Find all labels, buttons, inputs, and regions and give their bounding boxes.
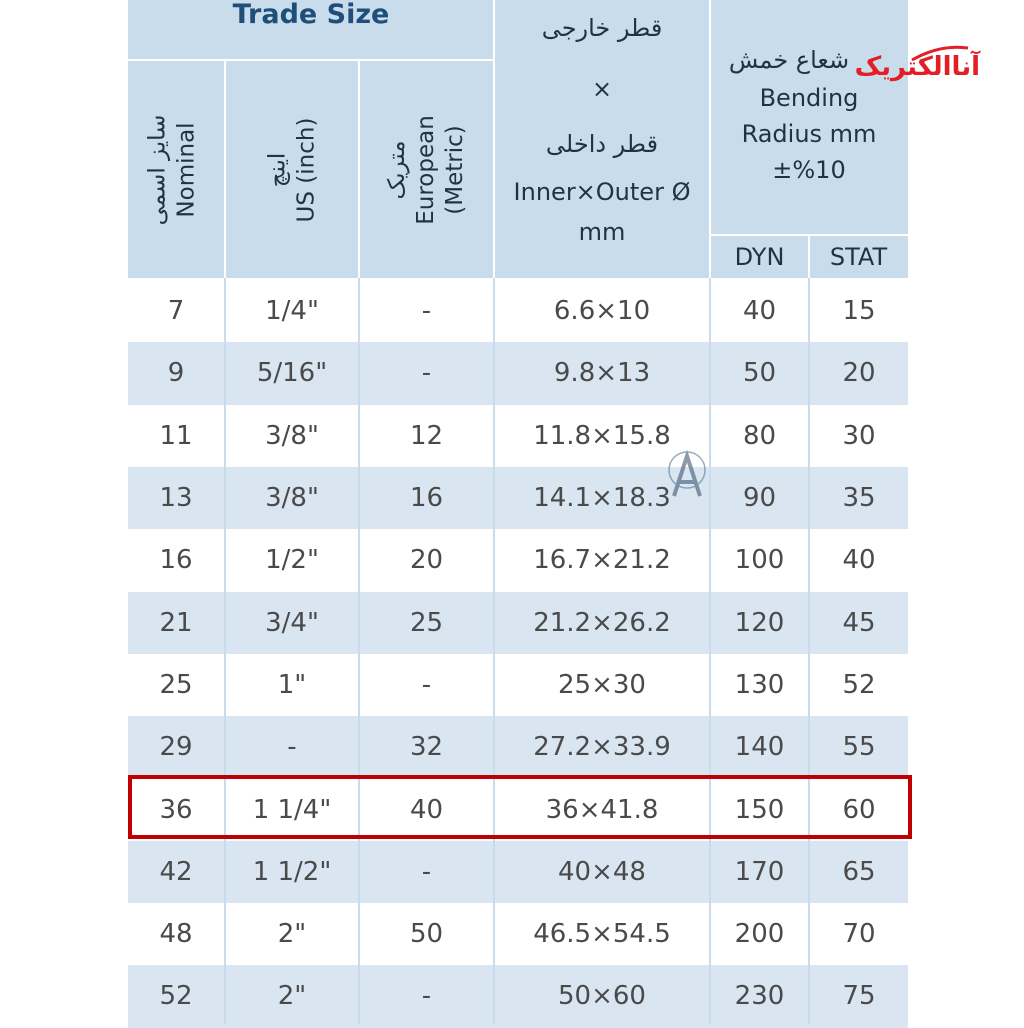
stat-cell: 52 bbox=[842, 669, 876, 700]
inner-outer-unit: mm bbox=[578, 218, 626, 246]
us-inch-cell: 2" bbox=[277, 919, 307, 950]
nominal-header-en: Nominal bbox=[173, 122, 199, 218]
body-vline bbox=[493, 278, 495, 1024]
stat-cell: 70 bbox=[842, 919, 876, 950]
stat-cell: 60 bbox=[842, 794, 876, 825]
header-divider-trade bbox=[128, 59, 494, 61]
us-inch-cell: 2" bbox=[277, 981, 307, 1012]
header-vline-4 bbox=[709, 0, 711, 278]
inner-outer-cell: 25×30 bbox=[558, 669, 646, 700]
body-vline bbox=[808, 278, 810, 1024]
bending-header-fa: شعاع خمش bbox=[728, 46, 850, 74]
nominal-cell: 21 bbox=[159, 607, 193, 638]
dyn-header: DYN bbox=[734, 243, 785, 271]
times-symbol: × bbox=[591, 75, 613, 103]
dyn-cell: 120 bbox=[734, 607, 785, 638]
european-metric-cell: 32 bbox=[409, 732, 444, 763]
european-metric-cell: 50 bbox=[409, 919, 444, 950]
dims-header bbox=[494, 8, 710, 252]
dyn-cell: 200 bbox=[734, 919, 785, 950]
logo-text: آناالکتریک bbox=[854, 52, 980, 82]
inner-outer-cell: 11.8×15.8 bbox=[533, 420, 671, 451]
inner-diameter-fa: قطر داخلی bbox=[545, 130, 659, 158]
stat-cell: 20 bbox=[842, 358, 876, 389]
nominal-cell: 16 bbox=[159, 545, 193, 576]
nominal-cell: 25 bbox=[159, 669, 193, 700]
us-inch-cell: 1/4" bbox=[265, 296, 319, 327]
us-header bbox=[263, 118, 321, 223]
stat-cell: 75 bbox=[842, 981, 876, 1012]
dyn-cell: 170 bbox=[734, 856, 785, 887]
bending-header-en1: Bending bbox=[759, 84, 859, 112]
european-header-en: European bbox=[412, 115, 439, 225]
nominal-header-fa: سایز اسمی bbox=[144, 114, 171, 226]
inner-outer-cell: 16.7×21.2 bbox=[533, 545, 671, 576]
european-metric-cell: 20 bbox=[409, 545, 444, 576]
nominal-cell: 36 bbox=[159, 794, 193, 825]
inner-outer-cell: 50×60 bbox=[558, 981, 646, 1012]
logo-swoosh-icon bbox=[910, 44, 970, 64]
us-header-en: US (inch) bbox=[293, 117, 319, 223]
dyn-cell: 90 bbox=[742, 483, 777, 514]
us-inch-cell: - bbox=[287, 732, 297, 763]
inner-outer-cell: 6.6×10 bbox=[553, 296, 651, 327]
nominal-cell: 13 bbox=[159, 483, 193, 514]
stat-cell: 15 bbox=[842, 296, 876, 327]
dyn-cell: 50 bbox=[742, 358, 777, 389]
dyn-cell: 80 bbox=[742, 420, 777, 451]
body-vline bbox=[358, 278, 360, 1024]
body-vline bbox=[224, 278, 226, 1024]
us-inch-cell: 3/8" bbox=[265, 483, 319, 514]
us-inch-cell: 1 1/2" bbox=[252, 856, 332, 887]
nominal-cell: 9 bbox=[167, 358, 185, 389]
european-header bbox=[383, 115, 469, 225]
header-vline-5 bbox=[808, 234, 810, 278]
stat-cell: 65 bbox=[842, 856, 876, 887]
inner-outer-cell: 9.8×13 bbox=[553, 358, 651, 389]
european-metric-cell: 25 bbox=[409, 607, 444, 638]
us-inch-cell: 1/2" bbox=[265, 545, 319, 576]
outer-diameter-fa: قطر خارجی bbox=[541, 14, 663, 42]
nominal-cell: 52 bbox=[159, 981, 193, 1012]
inner-outer-cell: 21.2×26.2 bbox=[533, 607, 671, 638]
european-metric-cell: - bbox=[421, 981, 432, 1012]
european-metric-cell: - bbox=[421, 358, 432, 389]
stat-header: STAT bbox=[829, 243, 888, 271]
highlight-box bbox=[128, 775, 912, 839]
european-metric-cell: 16 bbox=[409, 483, 444, 514]
dyn-cell: 130 bbox=[734, 669, 785, 700]
dyn-cell: 140 bbox=[734, 732, 785, 763]
nominal-cell: 42 bbox=[159, 856, 193, 887]
stat-cell: 30 bbox=[842, 420, 876, 451]
nominal-cell: 29 bbox=[159, 732, 193, 763]
european-metric-cell: - bbox=[421, 296, 432, 327]
european-header-en2: (Metric) bbox=[441, 125, 468, 215]
inner-outer-cell: 40×48 bbox=[558, 856, 646, 887]
nominal-header bbox=[143, 115, 201, 226]
european-header-fa: متریک bbox=[383, 140, 410, 200]
european-metric-cell: - bbox=[421, 856, 432, 887]
inner-outer-cell: 36×41.8 bbox=[545, 794, 659, 825]
european-metric-cell: - bbox=[421, 669, 432, 700]
watermark-a-icon bbox=[660, 446, 714, 506]
header-vline-1 bbox=[224, 60, 226, 278]
stat-cell: 40 bbox=[842, 545, 876, 576]
european-metric-cell: 40 bbox=[409, 794, 444, 825]
bending-header-tolerance: ±%10 bbox=[772, 156, 846, 184]
us-inch-cell: 3/8" bbox=[265, 420, 319, 451]
stat-cell: 45 bbox=[842, 607, 876, 638]
dyn-cell: 40 bbox=[742, 296, 777, 327]
nominal-cell: 7 bbox=[167, 296, 185, 327]
us-inch-cell: 1 1/4" bbox=[252, 794, 332, 825]
us-inch-cell: 1" bbox=[277, 669, 307, 700]
european-metric-cell: 12 bbox=[409, 420, 444, 451]
inner-outer-cell: 27.2×33.9 bbox=[533, 732, 671, 763]
stat-cell: 55 bbox=[842, 732, 876, 763]
inner-outer-en: Inner×Outer Ø bbox=[513, 178, 691, 206]
header-vline-3 bbox=[493, 0, 495, 278]
dyn-cell: 150 bbox=[734, 794, 785, 825]
bending-header-en2: Radius mm bbox=[741, 120, 877, 148]
nominal-cell: 11 bbox=[159, 420, 193, 451]
us-inch-cell: 5/16" bbox=[256, 358, 328, 389]
body-vline bbox=[709, 278, 711, 1024]
stat-cell: 35 bbox=[842, 483, 876, 514]
dyn-cell: 100 bbox=[734, 545, 785, 576]
nominal-cell: 48 bbox=[159, 919, 193, 950]
us-inch-cell: 3/4" bbox=[265, 607, 319, 638]
inner-outer-cell: 46.5×54.5 bbox=[533, 919, 671, 950]
us-header-fa: اینچ bbox=[264, 152, 291, 188]
inner-outer-cell: 14.1×18.3 bbox=[533, 483, 671, 514]
brand-logo bbox=[840, 52, 980, 98]
dyn-cell: 230 bbox=[734, 981, 785, 1012]
header-vline-2 bbox=[358, 60, 360, 278]
trade-size-title: Trade Size bbox=[232, 0, 390, 30]
